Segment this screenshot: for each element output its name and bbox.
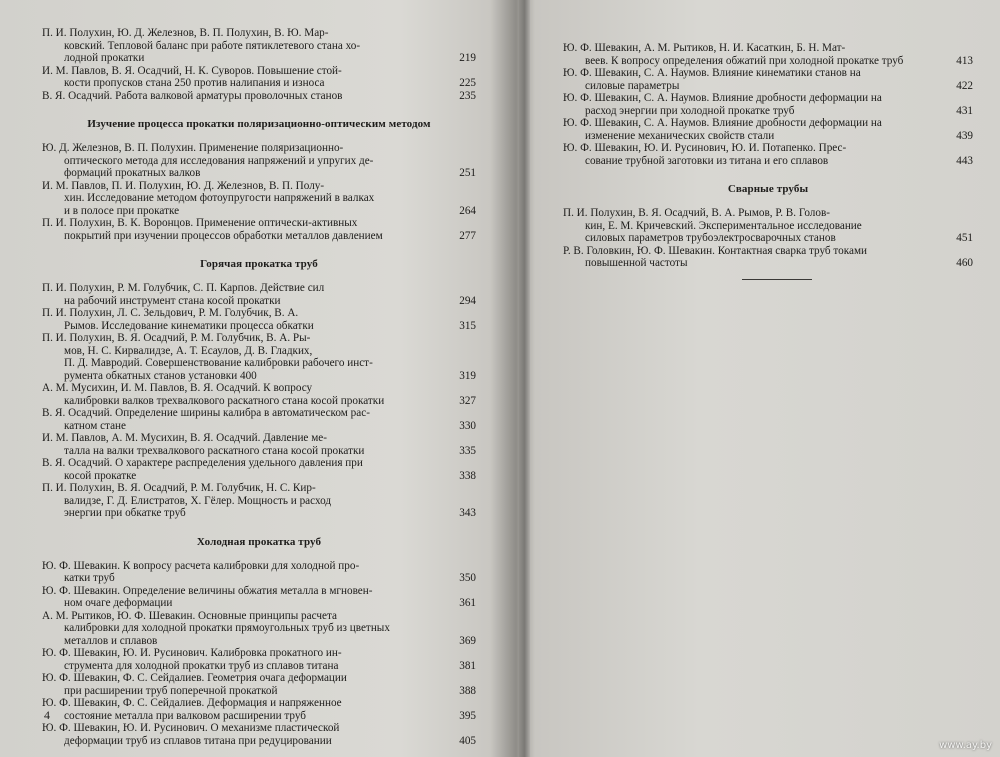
entry-line: покрытий при изучении процессов обработки металлов давлением <box>64 229 383 242</box>
entry-line: П. И. Полухин, Р. М. Голубчик, С. П. Карпов. Действие сил <box>42 282 325 294</box>
toc-entry <box>42 27 476 65</box>
toc-entry <box>42 672 476 697</box>
entry-page-number: 338 <box>459 469 476 482</box>
section-heading: Горячая прокатка труб <box>200 258 318 270</box>
entry-line: Ю. Ф. Шевакин, С. А. Наумов. Влияние дробности деформации на <box>563 117 882 129</box>
entry-page-number: 395 <box>459 709 476 722</box>
entry-line: Ю. Ф. Шевакин, А. М. Рытиков, Н. И. Касаткин, Б. Н. Мат- <box>563 42 846 54</box>
entry-page-number: 219 <box>459 52 476 64</box>
entry-line: хин. Исследование методом фотоупругости напряжений в валках <box>64 192 375 204</box>
entry-line: ковский. Тепловой баланс при работе пятиклетевого стана хо- <box>64 39 361 52</box>
entry-line: ном очаге деформации <box>64 597 173 609</box>
entry-line: Ю. Ф. Шевакин, С. А. Наумов. Влияние кинематики станов на <box>563 67 861 79</box>
entry-line: силовых параметров трубоэлектросварочных станов <box>585 232 836 244</box>
toc-entry <box>42 482 476 520</box>
entry-line: состояние металла при валковом расширении труб <box>64 709 306 722</box>
toc-entry <box>42 722 476 747</box>
entry-page-number: 460 <box>956 257 973 269</box>
entry-line: кости пропусков стана 250 против налипания и износа <box>64 77 325 89</box>
entry-line: калибровки для холодной прокатки прямоугольных труб из цветных <box>64 622 390 634</box>
book-gutter <box>519 0 530 757</box>
entry-line: П. И. Полухин, Ю. Д. Железнов, В. П. Полухин, В. Ю. Мар- <box>42 27 329 39</box>
entry-page-number: 405 <box>459 734 476 747</box>
toc-entry <box>42 307 476 332</box>
entry-page-number: 294 <box>459 294 476 307</box>
toc-entry <box>42 610 476 648</box>
entry-line: формаций прокатных валков <box>64 167 201 179</box>
toc-entry <box>42 217 476 242</box>
toc-entry <box>42 457 476 482</box>
toc-entry <box>563 67 973 92</box>
entry-line: П. Д. Мавродий. Совершенствование калибровки рабочего инст- <box>64 357 373 369</box>
entry-page-number: 443 <box>956 154 973 167</box>
entry-line: Ю. Ф. Шевакин, Ю. И. Русинович, Ю. И. Потапенко. Прес- <box>563 142 847 154</box>
entry-line: изменение механических свойств стали <box>585 129 775 142</box>
entry-page-number: 361 <box>459 597 476 609</box>
section-heading: Сварные трубы <box>727 183 809 195</box>
entry-line: Ю. Ф. Шевакин, Ю. И. Русинович. О механизме пластической <box>42 722 340 734</box>
entry-page-number: 388 <box>459 684 476 697</box>
right-page <box>530 0 1000 757</box>
entry-page-number: 439 <box>956 129 973 142</box>
entry-line: П. И. Полухин, В. К. Воронцов. Применение оптически-активных <box>42 217 358 229</box>
toc-entry <box>42 407 476 432</box>
entry-line: Ю. Ф. Шевакин, Ф. С. Сейдалиев. Деформация и напряженное <box>42 697 342 709</box>
entry-line: И. М. Павлов, А. М. Мусихин, В. Я. Осадчий. Давление ме- <box>42 432 327 444</box>
entry-page-number: 413 <box>956 54 973 67</box>
entry-page-number: 235 <box>459 89 476 102</box>
toc-entry <box>563 207 973 245</box>
toc-entry <box>42 332 476 382</box>
entry-line: Ю. Ф. Шевакин, Ю. И. Русинович. Калибровка прокатного ин- <box>42 647 342 659</box>
entry-line: Ю. Ф. Шевакин. Определение величины обжатия металла в мгновен- <box>42 584 373 597</box>
toc-entry <box>42 647 476 672</box>
entry-line: Ю. Ф. Шевакин, С. А. Наумов. Влияние дробности деформации на <box>563 92 882 104</box>
entry-line: калибровки валков трехвалкового раскатного стана косой прокатки <box>64 394 385 407</box>
entry-page-number: 225 <box>459 77 476 89</box>
entry-line: катном стане <box>64 419 126 432</box>
entry-line: оптического метода для исследования напряжений и упругих де- <box>64 154 374 167</box>
toc-entry <box>42 65 476 90</box>
entry-line: силовые параметры <box>585 79 680 92</box>
entry-line: металлов и сплавов <box>64 634 158 647</box>
entry-page-number: 251 <box>459 167 476 179</box>
toc-entry <box>563 245 973 270</box>
entry-line: Ю. Ф. Шевакин. К вопросу расчета калибровки для холодной про- <box>42 559 360 572</box>
section-heading: Изучение процесса прокатки поляризационно-оптическим методом <box>87 118 431 130</box>
right-column <box>563 42 973 270</box>
entry-line: Рымов. Исследование кинематики процесса обкатки <box>64 319 314 332</box>
toc-entry <box>42 90 476 103</box>
entry-line: валидзе, Г. Д. Елистратов, Х. Гёлер. Мощность и расход <box>64 494 332 507</box>
entry-page-number: 381 <box>459 659 476 672</box>
entry-line: румента обкатных станов установки 400 <box>64 369 257 382</box>
entry-page-number: 327 <box>459 394 476 407</box>
toc-entry <box>42 282 476 307</box>
entry-line: косой прокатке <box>64 469 137 482</box>
entry-line: талла на валки трехвалкового раскатного стана косой прокатки <box>64 444 365 457</box>
entry-line: расход энергии при холодной прокатке труб <box>585 104 795 117</box>
entry-line: кин, Е. М. Кричевский. Экспериментальное исследование <box>585 219 862 232</box>
toc-entry <box>563 117 973 142</box>
entry-line: на рабочий инструмент стана косой прокатки <box>64 294 281 307</box>
entry-line: деформации труб из сплавов титана при редуцировании <box>64 734 332 747</box>
toc-entry <box>42 432 476 457</box>
toc-entry <box>42 142 476 180</box>
entry-line: Р. В. Головкин, Ю. Ф. Шевакин. Контактная сварка труб токами <box>563 244 868 257</box>
toc-entry <box>42 697 476 722</box>
watermark: www.ay.by <box>939 740 992 751</box>
entry-line: П. И. Полухин, В. Я. Осадчий, В. А. Рымов, Р. В. Голов- <box>563 207 830 219</box>
entry-page-number: 369 <box>459 634 476 647</box>
entry-line: энергии при обкатке труб <box>64 507 186 519</box>
toc-entry <box>563 92 973 117</box>
entry-page-number: 315 <box>459 319 476 332</box>
entry-line: при расширении труб поперечной прокаткой <box>64 684 278 697</box>
entry-line: П. И. Полухин, В. Я. Осадчий, Р. М. Голубчик, Н. С. Кир- <box>42 482 316 494</box>
entry-page-number: 451 <box>956 232 973 244</box>
toc-entry <box>42 180 476 218</box>
entry-page-number: 277 <box>459 229 476 242</box>
entry-line: А. М. Рытиков, Ю. Ф. Шевакин. Основные принципы расчета <box>42 609 337 622</box>
entry-page-number: 343 <box>459 507 476 519</box>
left-column <box>42 27 476 747</box>
entry-line: катки труб <box>64 572 115 584</box>
section-heading: Холодная прокатка труб <box>196 535 322 548</box>
entry-page-number: 319 <box>459 369 476 382</box>
entry-line: Ю. Ф. Шевакин, Ф. С. Сейдалиев. Геометрия очага деформации <box>42 672 347 684</box>
entry-line: и в полосе при прокатке <box>64 204 180 217</box>
entry-page-number: 422 <box>956 79 973 92</box>
entry-line: струмента для холодной прокатки труб из сплавов титана <box>64 659 339 672</box>
entry-line: лодной прокатки <box>64 52 145 64</box>
entry-page-number: 335 <box>459 444 476 457</box>
entry-line: повышенной частоты <box>585 257 688 269</box>
entry-line: мов, Н. С. Кирвалидзе, А. Т. Есаулов, Д. В. Гладких, <box>64 344 313 357</box>
entry-page-number: 431 <box>956 104 973 117</box>
entry-line: В. Я. Осадчий. О характере распределения удельного давления при <box>42 457 363 469</box>
entry-line: Ю. Д. Железнов, В. П. Полухин. Применение поляризационно- <box>42 142 344 154</box>
toc-entry <box>563 142 973 167</box>
entry-page-number: 350 <box>459 572 476 584</box>
entry-line: П. И. Полухин, В. Я. Осадчий, Р. М. Голубчик, В. А. Ры- <box>42 332 311 344</box>
toc-entry <box>563 42 973 67</box>
entry-page-number: 330 <box>459 419 476 432</box>
entry-line: веев. К вопросу определения обжатий при холодной прокатке труб <box>585 54 904 67</box>
page-number: 4 <box>44 708 50 722</box>
toc-entry <box>42 382 476 407</box>
entry-line: И. М. Павлов, П. И. Полухин, Ю. Д. Железнов, В. П. Полу- <box>42 179 325 192</box>
toc-entry <box>42 585 476 610</box>
entry-line: сование трубной заготовки из титана и его сплавов <box>585 154 829 167</box>
entry-line: П. И. Полухин, Л. С. Зельдович, Р. М. Голубчик, В. А. <box>42 307 299 319</box>
entry-line: И. М. Павлов, В. Я. Осадчий, Н. К. Суворов. Повышение стой- <box>42 64 342 77</box>
entry-line: В. Я. Осадчий. Определение ширины калибра в автоматическом рас- <box>42 407 370 419</box>
end-rule <box>742 279 812 280</box>
entry-line: В. Я. Осадчий. Работа валковой арматуры проволочных станов <box>42 89 343 102</box>
toc-entry <box>42 560 476 585</box>
entry-page-number: 264 <box>459 204 476 217</box>
entry-line: А. М. Мусихин, И. М. Павлов, В. Я. Осадчий. К вопросу <box>42 382 313 394</box>
